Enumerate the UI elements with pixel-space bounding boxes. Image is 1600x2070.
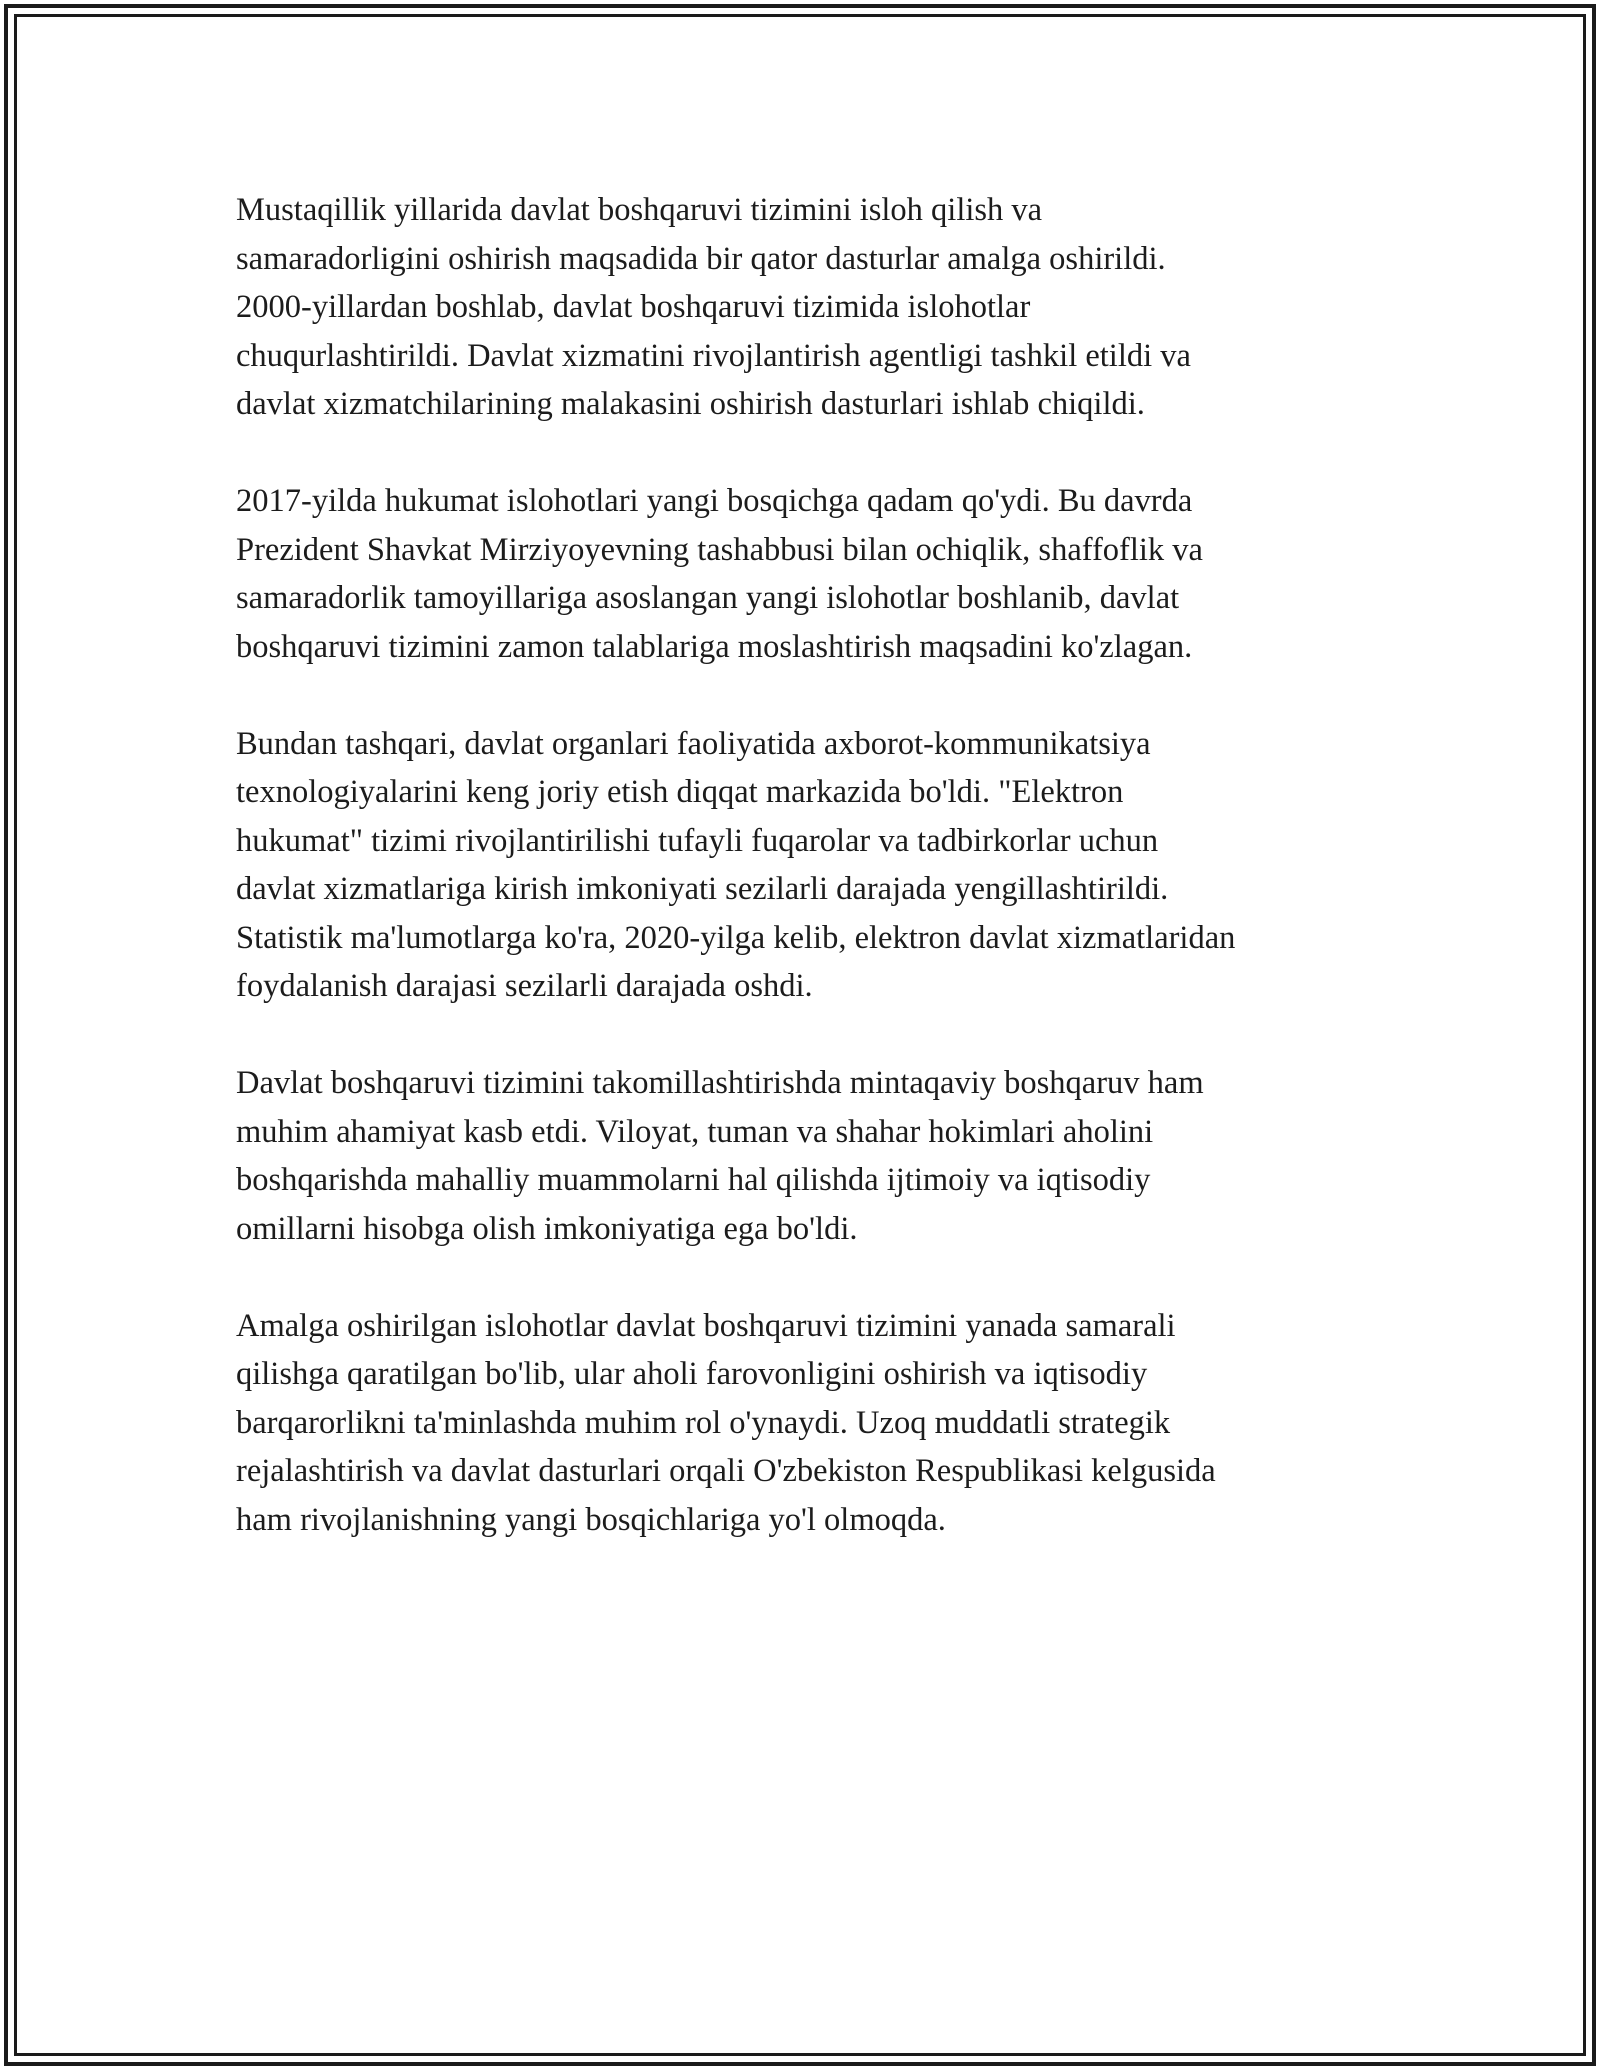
paragraph-1 <box>236 186 1386 429</box>
text-line: Bundan tashqari, davlat organlari faoliyatida axborot-kommunikatsiya <box>236 725 1151 762</box>
text-line: omillarni hisobga olish imkoniyatiga ega bo'ldi. <box>236 1210 858 1247</box>
text-line: ham rivojlanishning yangi bosqichlariga yo'l olmoqda. <box>236 1501 946 1538</box>
text-line: davlat xizmatlariga kirish imkoniyati sezilarli darajada yengillashtirildi. <box>236 871 1169 907</box>
text-line: 2000-yillardan boshlab, davlat boshqaruvi tizimida islohotlar <box>236 289 1031 325</box>
text-line: chuqurlashtirildi. Davlat xizmatini rivojlantirish agentligi tashkil etildi va <box>236 337 1191 374</box>
text-line: foydalanish darajasi sezilarli darajada oshdi. <box>236 968 813 1004</box>
text-line: qilishga qaratilgan bo'lib, ular aholi farovonligini oshirish va iqtisodiy <box>236 1356 1148 1392</box>
text-line: rejalashtirish va davlat dasturlari orqali O'zbekiston Respublikasi kelgusida <box>236 1453 1216 1489</box>
text-line: muhim ahamiyat kasb etdi. Viloyat, tuman va shahar hokimlari aholini <box>236 1113 1154 1150</box>
text-line: 2017-yilda hukumat islohotlari yangi bosqichga qadam qo'ydi. Bu davrda <box>236 483 1193 519</box>
text-line: Statistik ma'lumotlarga ko'ra, 2020-yilga kelib, elektron davlat xizmatlaridan <box>236 919 1236 956</box>
text-line: texnologiyalarini keng joriy etish diqqat markazida bo'ldi. "Elektron <box>236 774 1124 810</box>
text-line: samaradorligini oshirish maqsadida bir qator dasturlar amalga oshirildi. <box>236 240 1166 277</box>
document-body <box>236 186 1386 1593</box>
text-line: Prezident Shavkat Mirziyoyevning tashabbusi bilan ochiqlik, shaffoflik va <box>236 531 1203 568</box>
paragraph-4 <box>236 1059 1386 1253</box>
text-line: boshqarishda mahalliy muammolarni hal qilishda ijtimoiy va iqtisodiy <box>236 1162 1151 1198</box>
paragraph-2 <box>236 477 1386 671</box>
text-line: hukumat" tizimi rivojlantirilishi tufayli fuqarolar va tadbirkorlar uchun <box>236 822 1159 859</box>
text-line: Amalga oshirilgan islohotlar davlat boshqaruvi tizimini yanada samarali <box>236 1307 1176 1344</box>
text-line: davlat xizmatchilarining malakasini oshirish dasturlari ishlab chiqildi. <box>236 386 1145 422</box>
text-line: samaradorlik tamoyillariga asoslangan yangi islohotlar boshlanib, davlat <box>236 580 1180 616</box>
text-line: boshqaruvi tizimini zamon talablariga moslashtirish maqsadini ko'zlagan. <box>236 628 1193 665</box>
text-line: Mustaqillik yillarida davlat boshqaruvi tizimini isloh qilish va <box>236 192 1043 228</box>
paragraph-3 <box>236 720 1386 1011</box>
paragraph-5 <box>236 1302 1386 1545</box>
text-line: barqarorlikni ta'minlashda muhim rol o'ynaydi. Uzoq muddatli strategik <box>236 1404 1171 1441</box>
text-line: Davlat boshqaruvi tizimini takomillashtirishda mintaqaviy boshqaruv ham <box>236 1065 1204 1101</box>
